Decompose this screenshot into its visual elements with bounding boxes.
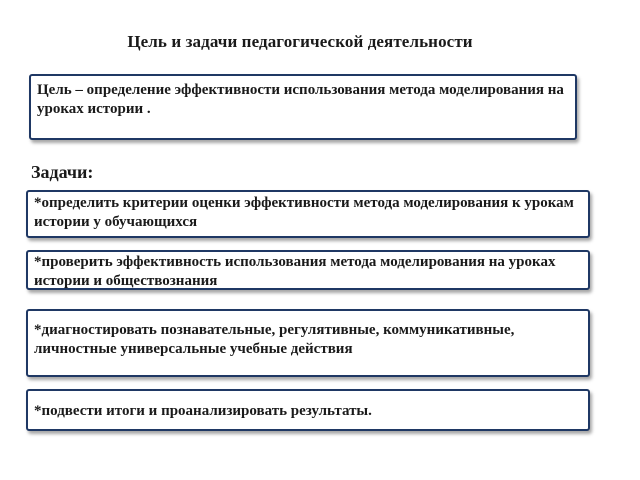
task-box-3 (26, 309, 590, 377)
tasks-heading: Задачи: (31, 162, 94, 182)
task-text-4: *подвести итоги и проанализировать результаты. (34, 403, 372, 419)
slide-title: Цель и задачи педагогической деятельности (127, 32, 473, 51)
task-text-1: *определить критерии оценки эффективности метода моделирования к урокам истории у обучающихся (34, 195, 574, 230)
task-text-3: *диагностировать познавательные, регулятивные, коммуникативные, личностные универсальные учебные действия (34, 322, 515, 357)
task-text-2: *проверить эффективность использования метода моделирования на уроках истории и обществознания (34, 254, 556, 289)
goal-box (29, 74, 577, 140)
task-box-4 (26, 389, 590, 431)
goal-text: Цель – определение эффективности использования метода моделирования на уроках истории . (37, 82, 564, 117)
task-box-2 (26, 250, 590, 290)
task-box-1 (26, 190, 590, 238)
